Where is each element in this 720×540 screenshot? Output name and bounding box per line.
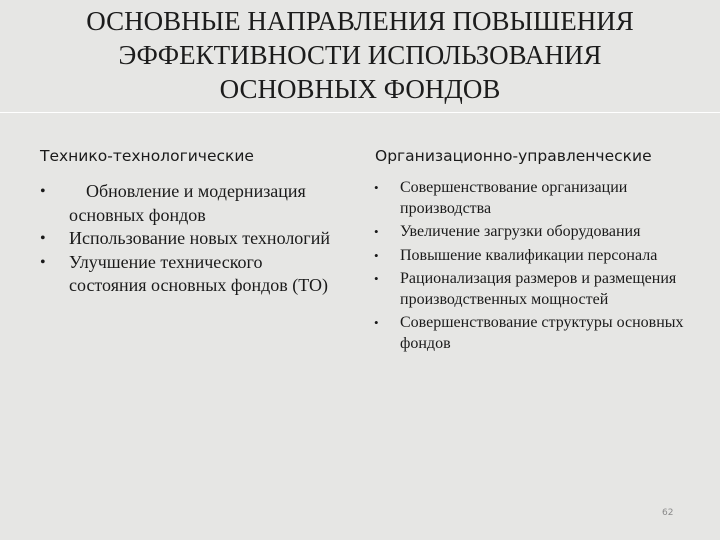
list-item-text: Улучшение технического состояния основных фондов (ТО) (69, 251, 329, 295)
bullet-icon: • (374, 247, 379, 263)
list-item (374, 178, 694, 219)
bullet-icon: • (374, 271, 379, 286)
right-column-heading: Организационно-управленческие (375, 147, 652, 165)
list-item (374, 269, 694, 310)
list-item (374, 222, 694, 243)
list-item-text: Использование новых технологий (69, 228, 330, 248)
bullet-icon: • (374, 315, 379, 330)
slide-title-line: ОСНОВНЫЕ НАПРАВЛЕНИЯ ПОВЫШЕНИЯ (86, 6, 634, 36)
page-number: 62 (662, 508, 674, 518)
list-item-text: Обновление и модернизация основных фондов (69, 181, 306, 225)
list-item (374, 246, 694, 267)
bullet-icon: • (374, 180, 379, 195)
list-item (40, 251, 340, 298)
list-item-text: Повышение квалификации персонала (400, 246, 658, 264)
bullet-icon: • (374, 224, 379, 239)
left-column-list (40, 180, 340, 298)
list-item-text: Рационализация размеров и размещения производственных мощностей (400, 270, 677, 308)
list-item-text: Совершенствование организации производства (400, 179, 628, 217)
bullet-icon: • (40, 230, 46, 247)
left-column-heading: Технико-технологические (40, 147, 254, 165)
slide-title (30, 4, 690, 106)
list-item (40, 180, 340, 227)
list-item-text: Увеличение загрузки оборудования (400, 223, 641, 240)
bullet-icon: • (40, 183, 46, 200)
list-item (40, 227, 340, 251)
list-item (374, 313, 694, 354)
title-divider (0, 112, 720, 113)
list-item-text: Совершенствование структуры основных фондов (400, 314, 684, 352)
right-column-list (374, 178, 694, 357)
bullet-icon: • (40, 253, 46, 271)
slide-title-line: ЭФФЕКТИВНОСТИ ИСПОЛЬЗОВАНИЯ (118, 40, 602, 70)
slide-title-line: ОСНОВНЫХ ФОНДОВ (219, 74, 501, 104)
